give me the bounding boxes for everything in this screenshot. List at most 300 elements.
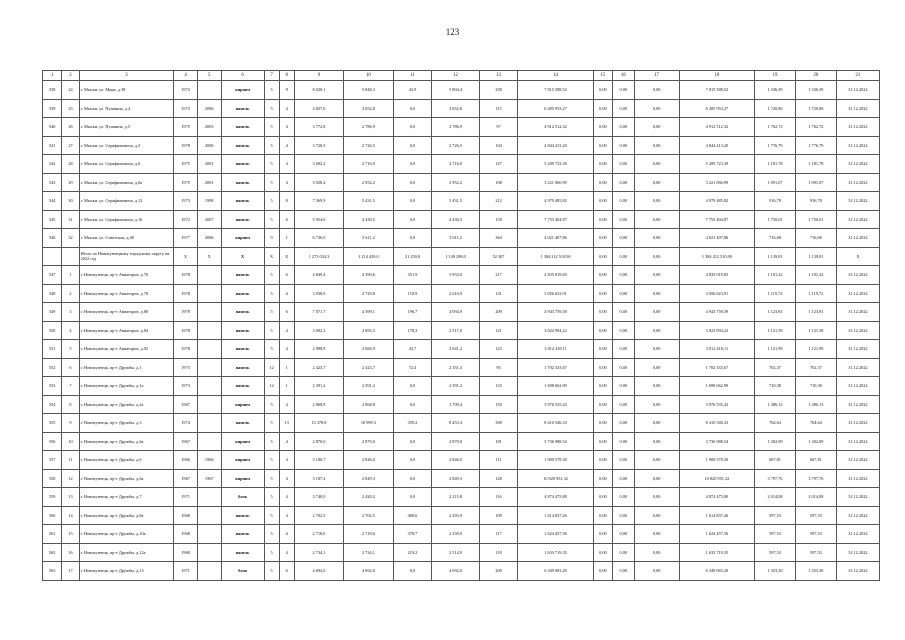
table-cell: 556	[43, 432, 62, 451]
column-number-header: 16	[613, 71, 635, 81]
table-row	[43, 414, 880, 433]
table-cell: 1	[279, 358, 294, 377]
table-cell: 5 611,2	[432, 229, 479, 248]
table-cell: 115	[479, 99, 518, 118]
table-cell: 31.12.2022	[836, 414, 879, 433]
table-cell: 1978	[174, 303, 198, 322]
table-cell: 181	[479, 432, 518, 451]
table-cell: 31.12.2022	[836, 81, 879, 100]
table-cell: 209	[479, 303, 518, 322]
table-cell: 0,00	[634, 562, 679, 581]
table-cell: 1978	[174, 136, 198, 155]
table-cell: 539	[43, 99, 62, 118]
table-cell: 597,53	[755, 525, 796, 544]
table-cell: 200	[479, 562, 518, 581]
table-cell: 0,0	[393, 136, 432, 155]
table-cell: 0,00	[613, 192, 635, 211]
table-cell: панель	[221, 321, 264, 340]
table-cell: 2006	[197, 136, 221, 155]
address-cell: г. Новокузнецк, пр-т Дружбы, д.1а	[79, 377, 174, 396]
table-cell: 3 056 623,91	[679, 284, 754, 303]
table-cell: 1 762,72	[755, 118, 796, 137]
table-cell: 0,00	[593, 155, 612, 174]
table-cell: 0,0	[393, 395, 432, 414]
column-number-header: 14	[518, 71, 593, 81]
table-cell	[197, 321, 221, 340]
table-cell: 541	[43, 136, 62, 155]
table-cell: 597,53	[795, 506, 836, 525]
address-cell: г. Мыски, ул. Серафимовича, д.2	[79, 136, 174, 155]
table-cell: 2 846,0	[432, 451, 479, 470]
table-cell: 0,00	[593, 192, 612, 211]
table-cell: 3 221 060,99	[679, 173, 754, 192]
table-cell: 2 391,2	[432, 377, 479, 396]
table-cell: 6	[279, 210, 294, 229]
table-cell: 2 391,2	[344, 377, 393, 396]
table-cell: 0,00	[613, 432, 635, 451]
table-row	[43, 358, 880, 377]
table-cell: 0,00	[593, 414, 612, 433]
housing-register-table	[42, 70, 880, 581]
table-cell: 6 730,0	[294, 229, 343, 248]
address-cell: г. Новокузнецк, пр-т Дружбы, д.13	[79, 562, 174, 581]
table-cell: 3 928,4	[294, 173, 343, 192]
table-cell: 0,00	[613, 284, 635, 303]
table-cell: 597,53	[795, 525, 836, 544]
table-cell: 3 221 060,99	[518, 173, 593, 192]
table-cell: 0,00	[634, 266, 679, 285]
table-cell: 2 734,1	[294, 543, 343, 562]
table-cell: 5	[62, 340, 79, 359]
table-cell: 0,00	[634, 99, 679, 118]
table-cell: кирпич	[221, 451, 264, 470]
table-cell: 1973	[174, 377, 198, 396]
table-cell: 10 820 951,32	[518, 469, 593, 488]
table-cell: 547	[43, 266, 62, 285]
table-cell: 118	[479, 543, 518, 562]
column-number-header: 17	[634, 71, 679, 81]
table-cell: 3 652,8	[432, 99, 479, 118]
table-cell: 1 633 719,35	[679, 543, 754, 562]
table-cell: 3 740,0	[294, 488, 343, 507]
table-cell: 3 022 994,22	[679, 321, 754, 340]
table-cell: 1 900 578,30	[679, 451, 754, 470]
column-number-header: 13	[479, 71, 518, 81]
table-cell: 0,00	[593, 229, 612, 248]
table-cell: 0,0	[393, 173, 432, 192]
table-cell: 4 021 407,86	[518, 229, 593, 248]
table-cell: 212	[479, 192, 518, 211]
table-cell: X	[174, 247, 198, 266]
table-cell: 1 119,72	[755, 284, 796, 303]
table-cell: 8 410 546,33	[679, 414, 754, 433]
table-cell: 16	[62, 543, 79, 562]
table-cell: 0,00	[613, 358, 635, 377]
table-cell: 7 815 588,52	[679, 81, 754, 100]
table-cell: 5	[264, 210, 279, 229]
table-cell: 0,00	[593, 321, 612, 340]
table-cell	[197, 414, 221, 433]
table-cell: 1 762,72	[795, 118, 836, 137]
table-cell: 3 012 418,11	[679, 340, 754, 359]
table-cell: 2 610,9	[432, 284, 479, 303]
table-cell: 1 139,81	[795, 247, 836, 266]
table-cell: 4 874 475,80	[679, 488, 754, 507]
column-number-header: 5	[197, 71, 221, 81]
address-cell: г. Новокузнецк, пр-т Дружбы, д.6	[79, 451, 174, 470]
table-row	[43, 192, 880, 211]
table-cell: 2 846,0	[344, 451, 393, 470]
column-number-row	[43, 71, 880, 81]
table-cell: 2 952,2	[344, 173, 393, 192]
table-cell: 0,00	[634, 229, 679, 248]
column-number-header: 3	[79, 71, 174, 81]
table-cell: 1 750,01	[795, 210, 836, 229]
table-cell: 543	[43, 173, 62, 192]
table-cell: 31.12.2022	[836, 340, 879, 359]
table-cell: 31.12.2022	[836, 506, 879, 525]
column-number-header: 19	[755, 71, 796, 81]
table-cell: 21 259,8	[393, 247, 432, 266]
table-cell: 2003	[197, 118, 221, 137]
table-cell: 597,53	[755, 543, 796, 562]
table-cell: 1967	[174, 432, 198, 451]
table-cell: 121	[479, 321, 518, 340]
table-cell: 0,00	[634, 136, 679, 155]
table-cell: 2 786,9	[432, 118, 479, 137]
table-cell: 351,9	[393, 266, 432, 285]
table-cell: 109	[479, 506, 518, 525]
table-row	[43, 506, 880, 525]
table-cell: 3 056 623,91	[518, 284, 593, 303]
table-cell: 0,00	[613, 340, 635, 359]
table-cell: 12	[62, 469, 79, 488]
table-row	[43, 432, 880, 451]
table-cell: 3 038,9	[294, 284, 343, 303]
table-cell: 1 121,99	[795, 340, 836, 359]
table-cell: 6	[279, 303, 294, 322]
table-cell: 2 391,2	[294, 377, 343, 396]
table-cell: 9	[62, 414, 79, 433]
table-cell: 0,00	[634, 506, 679, 525]
table-cell: 6 285 953,27	[679, 99, 754, 118]
table-cell	[197, 562, 221, 581]
table-cell: 408,6	[393, 506, 432, 525]
table-cell: кирпич	[221, 432, 264, 451]
table-cell: панель	[221, 173, 264, 192]
table-cell: 2 514,9	[432, 543, 479, 562]
table-row	[43, 469, 880, 488]
table-cell: 0,00	[634, 81, 679, 100]
table-cell: 4 692,0	[294, 562, 343, 581]
table-cell: 1 119,72	[795, 284, 836, 303]
table-cell: 2 716,0	[344, 155, 393, 174]
table-cell: 4 827,6	[294, 99, 343, 118]
table-cell: 31.12.2022	[836, 562, 879, 581]
table-cell: 158	[479, 210, 518, 229]
table-cell: 378,7	[393, 525, 432, 544]
table-cell: 1 123,81	[795, 303, 836, 322]
table-row	[43, 155, 880, 174]
table-cell: кирпич	[221, 469, 264, 488]
table-cell: 2 695,3	[344, 321, 393, 340]
table-cell: 8	[279, 81, 294, 100]
table-cell: 558	[43, 469, 62, 488]
address-cell: г. Новокузнецк, пр-т Авиаторов, д.84	[79, 321, 174, 340]
table-cell: 5	[264, 266, 279, 285]
address-cell: г. Мыски, ул. Серафимовича, д.6	[79, 155, 174, 174]
table-cell: 1 384 212 510,90	[518, 247, 593, 266]
table-cell: панель	[221, 155, 264, 174]
table-cell: 1 353,30	[755, 562, 796, 581]
table-cell: 26	[62, 118, 79, 137]
address-cell: г. Мыски, ул. Советская, д.48	[79, 229, 174, 248]
table-cell: 31.12.2022	[836, 173, 879, 192]
total-row	[43, 247, 880, 266]
table-cell: 196,7	[393, 303, 432, 322]
table-cell: 5	[264, 192, 279, 211]
table-cell: 0,00	[613, 81, 635, 100]
table-cell: 0,00	[593, 432, 612, 451]
table-cell: 555	[43, 414, 62, 433]
table-cell: 4 874 475,80	[518, 488, 593, 507]
table-cell: 1 353,30	[795, 562, 836, 581]
table-cell: 5	[264, 303, 279, 322]
table-cell: 2 868,8	[344, 395, 393, 414]
table-cell: 1973	[174, 192, 198, 211]
table-row	[43, 284, 880, 303]
table-cell: 5	[264, 284, 279, 303]
table-cell: 1 900 578,30	[518, 451, 593, 470]
table-cell: 546	[43, 229, 62, 248]
table-cell: 2 952,2	[432, 173, 479, 192]
table-cell: 2 868,8	[294, 395, 343, 414]
address-cell: г. Новокузнецк, пр-т Дружбы, д.4а	[79, 432, 174, 451]
table-cell: кирпич	[221, 395, 264, 414]
table-cell: 12	[264, 358, 279, 377]
table-cell	[197, 525, 221, 544]
table-cell: 0,00	[593, 266, 612, 285]
table-cell: 1971	[174, 488, 198, 507]
table-cell: 0,00	[593, 284, 612, 303]
table-cell: 1967	[174, 469, 198, 488]
table-cell: 2 870,0	[432, 432, 479, 451]
table-cell: 31.12.2022	[836, 266, 879, 285]
table-cell: панель	[221, 192, 264, 211]
table-cell: 0,00	[634, 155, 679, 174]
address-cell: г. Мыски, ул. Пушкина, д.4	[79, 99, 174, 118]
table-cell: 2 014,08	[795, 488, 836, 507]
table-cell: 0,00	[593, 340, 612, 359]
table-cell: 5 804,4	[432, 81, 479, 100]
table-cell: 0,00	[634, 284, 679, 303]
table-cell: 0,0	[393, 432, 432, 451]
table-cell: 4	[279, 506, 294, 525]
table-cell: 2 702,5	[344, 506, 393, 525]
table-cell: 0,00	[634, 469, 679, 488]
table-cell: 0,00	[613, 562, 635, 581]
table-cell: 5	[264, 432, 279, 451]
table-cell: 3 797,76	[795, 469, 836, 488]
table-cell: 31	[62, 210, 79, 229]
table-cell: 27	[62, 136, 79, 155]
table-cell: 4	[279, 173, 294, 192]
table-cell: 1978	[174, 340, 198, 359]
table-cell: 544	[43, 192, 62, 211]
table-cell: 1 614 837,26	[679, 506, 754, 525]
table-cell: 764,64	[795, 414, 836, 433]
table-cell: 4 430,5	[344, 210, 393, 229]
table-cell: 0,00	[593, 451, 612, 470]
table-cell: 1 091,07	[795, 173, 836, 192]
table-cell: 552	[43, 358, 62, 377]
table-cell: X	[836, 247, 879, 266]
table-cell: 6	[279, 562, 294, 581]
table-cell: 0,00	[634, 173, 679, 192]
table-cell: панель	[221, 358, 264, 377]
table-cell: 1 720,86	[755, 99, 796, 118]
table-cell: 4 849,4	[294, 266, 343, 285]
table-cell: 4 979 485,82	[518, 192, 593, 211]
table-cell: 716,68	[755, 229, 796, 248]
address-cell: г. Новокузнецк, пр-т Дружбы, д.3	[79, 414, 174, 433]
table-cell: 5	[264, 395, 279, 414]
table-cell: 1966	[197, 451, 221, 470]
table-cell: 3	[62, 303, 79, 322]
table-cell: 13	[62, 488, 79, 507]
table-cell: 3 002,2	[294, 321, 343, 340]
table-row	[43, 562, 880, 581]
table-cell: 2 716,0	[432, 155, 479, 174]
table-cell: 178,3	[393, 321, 432, 340]
table-cell: 1978	[174, 266, 198, 285]
table-cell: 0,00	[613, 303, 635, 322]
table-cell: 1 123,81	[755, 303, 796, 322]
table-cell: 28	[62, 155, 79, 174]
table-cell: 553	[43, 377, 62, 396]
table-cell: 0,0	[393, 192, 432, 211]
table-cell: 128	[479, 469, 518, 488]
table-cell: 97	[479, 118, 518, 137]
table-cell: кирпич	[221, 229, 264, 248]
table-cell	[197, 358, 221, 377]
table-cell: 4	[279, 469, 294, 488]
table-cell: 4 979 485,82	[679, 192, 754, 211]
table-cell: 3 652,8	[344, 99, 393, 118]
table-cell: 0,00	[613, 136, 635, 155]
table-cell: 4 912 512,32	[679, 118, 754, 137]
table-row	[43, 543, 880, 562]
table-cell: 0,00	[613, 118, 635, 137]
table-cell: 5	[264, 414, 279, 433]
table-row	[43, 451, 880, 470]
table-cell	[197, 284, 221, 303]
table-cell: 559	[43, 488, 62, 507]
table-cell: 4	[279, 136, 294, 155]
table-cell: 1 091,07	[755, 173, 796, 192]
table-cell: 7 753 404,87	[679, 210, 754, 229]
table-cell: 4 912 512,32	[518, 118, 593, 137]
column-number-header: 2	[62, 71, 79, 81]
table-cell	[197, 377, 221, 396]
table-cell: 0,00	[613, 525, 635, 544]
table-cell: 0,00	[634, 488, 679, 507]
address-cell: г. Мыски, ул. Серафимовича, д.16	[79, 210, 174, 229]
table-cell: 11	[62, 451, 79, 470]
table-cell: 5	[264, 81, 279, 100]
table-cell: 6	[62, 358, 79, 377]
table-cell: 8 453,4	[432, 414, 479, 433]
table-cell: 0,0	[393, 562, 432, 581]
table-cell: 0,00	[613, 210, 635, 229]
table-cell: 1968	[174, 525, 198, 544]
table-cell: 13 378,8	[294, 414, 343, 433]
table-cell: 72,4	[393, 358, 432, 377]
table-cell: 1 702 333,67	[679, 358, 754, 377]
table-cell: 10 820 951,32	[679, 469, 754, 488]
table-cell: 1 273 034,3	[294, 247, 343, 266]
table-cell: 1 633 719,35	[518, 543, 593, 562]
table-cell: 2 734,1	[344, 543, 393, 562]
table-cell: 0,0	[393, 377, 432, 396]
address-cell: г. Мыски, ул. Серафимовича, д.6а	[79, 173, 174, 192]
table-cell: 1 121,58	[795, 321, 836, 340]
table-cell: 0,00	[634, 118, 679, 137]
table-cell: 4	[279, 525, 294, 544]
table-cell: 0,0	[393, 99, 432, 118]
table-cell: 2 423,7	[294, 358, 343, 377]
table-cell: 25	[62, 99, 79, 118]
table-cell: 3 933,0	[432, 266, 479, 285]
address-cell: г. Новокузнецк, пр-т Дружбы, д.7	[79, 488, 174, 507]
table-cell: 2 726,5	[432, 136, 479, 155]
table-cell: 5	[264, 488, 279, 507]
table-cell: 764,64	[755, 414, 796, 433]
table-cell	[62, 247, 79, 266]
table-cell: 5 954,6	[294, 210, 343, 229]
table-row	[43, 488, 880, 507]
table-cell: 1975	[174, 155, 198, 174]
table-cell: 0,00	[613, 247, 635, 266]
table-cell: 4 430,5	[432, 210, 479, 229]
table-cell: 3 797,76	[755, 469, 796, 488]
column-number-header: 8	[279, 71, 294, 81]
table-cell: панель	[221, 136, 264, 155]
table-cell: 3 976 535,43	[518, 395, 593, 414]
table-cell: 1 121,58	[755, 321, 796, 340]
address-cell: г. Новокузнецк, пр-т Дружбы, д.10а	[79, 525, 174, 544]
table-cell: 2 339,9	[432, 525, 479, 544]
table-cell: панель	[221, 377, 264, 396]
table-cell: 5	[264, 469, 279, 488]
table-cell: 0,00	[634, 543, 679, 562]
address-cell: г. Мыски, ул. Пушкина, д.5	[79, 118, 174, 137]
table-cell: X	[264, 247, 279, 266]
table-cell: 1 214 429,0	[344, 247, 393, 266]
table-cell: панель	[221, 543, 264, 562]
table-cell: 10 999,3	[344, 414, 393, 433]
table-cell: 5 209 723,39	[679, 155, 754, 174]
table-cell: панель	[221, 525, 264, 544]
table-cell: 364	[479, 229, 518, 248]
table-cell: 2 702,5	[294, 506, 343, 525]
table-cell: 5	[264, 451, 279, 470]
table-cell: 3 976 535,43	[679, 395, 754, 414]
table-cell: 545	[43, 210, 62, 229]
table-cell: 1 121,99	[755, 340, 796, 359]
table-cell: 1967	[174, 395, 198, 414]
table-cell: 31.12.2022	[836, 395, 879, 414]
